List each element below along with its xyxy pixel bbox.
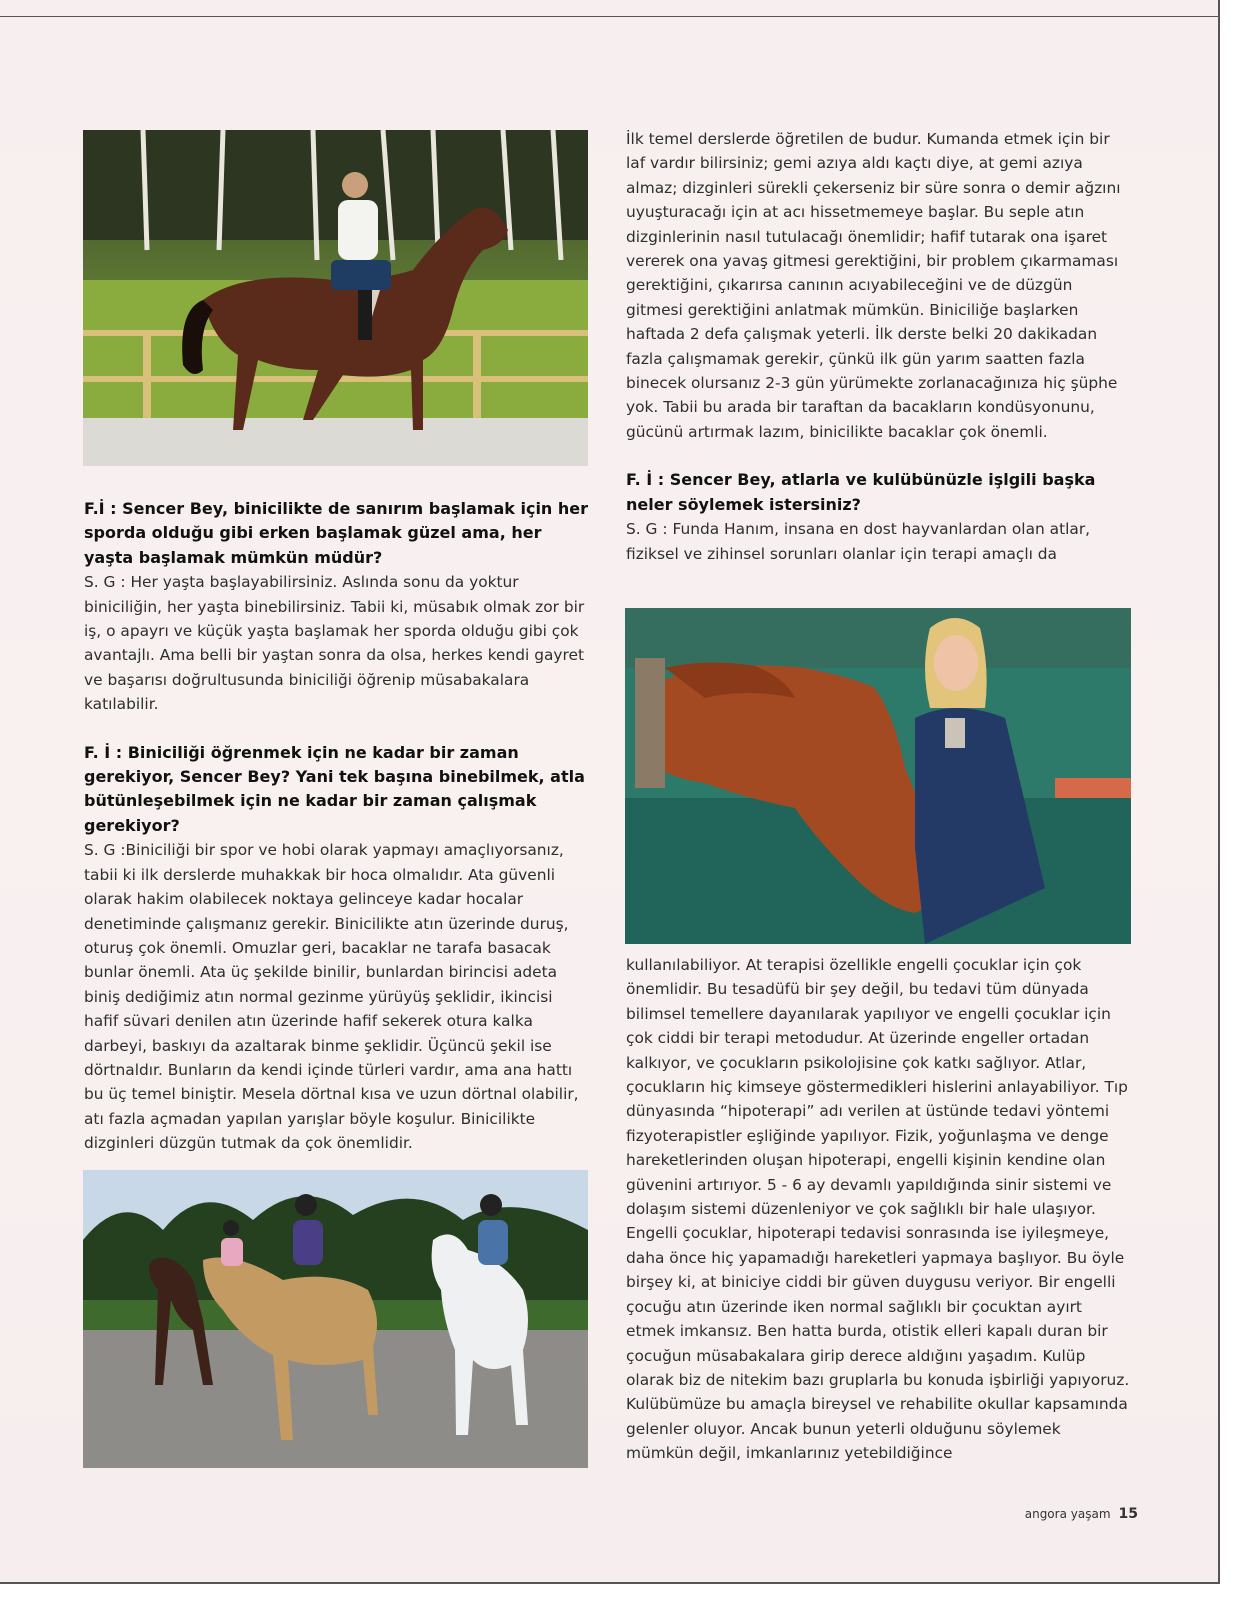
answer-1: S. G : Her yaşta başlayabilirsiniz. Aslında sonu da yoktur biniciliğin, her yaşta binebilirsiniz. Tabii ki, müsabık olmak zor bir iş, o apayrı ve küçük yaşta başlamak her sporda olduğu gibi çok avantajlı. Ama belli bir yaştan sonra da olsa, herkes kendi gayret ve başarısı doğrultusunda biniciliği öğrenip müsabakalara katılabilir. [84, 573, 585, 714]
question-1: F.İ : Sencer Bey, binicilikte de sanırım başlamak için her sporda olduğu gibi erken başlamak güzel ama, her yaşta başlamak mümkün müdür? [84, 499, 589, 567]
page-number: 15 [1118, 1506, 1138, 1522]
magazine-name: angora yaşam [1024, 1507, 1111, 1521]
top-rule [0, 16, 1219, 17]
answer-3-continued: kullanılabiliyor. At terapisi özellikle engelli çocuklar için çok önemlidir. Bu tesadüfü bir şey değil, bu tedavi tüm dünyada bilimsel temellere dayanılarak yapılıyor ve engelli çocuklar için çok ciddi bir terapi metodudur. At üzerinde engeller ortadan kalkıyor, ve çocukların psikolojisine çok katkı sağlıyor. Atlar, çocukların hiç kimseye göstermedikleri hislerini anlayabiliyor. Tıp dünyasında “hipoterapi” adı verilen at üstünde tedavi yöntemi fizyoterapistler eşliğinde yapılıyor. Fizik, yoğunlaşma ve denge hareketlerinden oluşan hipoterapi, engelli kişinin kendine olan güvenini artırıyor. 5 - 6 ay devamlı yapıldığında sinir sistemi ve dolaşım sistemi düzenleniyor ve çok sağlıklı bir hale ulaşıyor. Engelli çocuklar, hipoterapi tedavisi sonrasında ise iyileşmeye, daha önce hiç yapamadığı hareketleri yapmaya başlıyor. Bu öyle birşey ki, at biniciye ciddi bir güven duygusu veriyor. Bir engelli çocuğu atın üzerinde iken normal sağlıklı bir çocuktan ayırt etmek imkansız. Ben hatta burda, otistik elleri kapalı duran bir çocuğun müsabakalara girip derece aldığını yaşadım. Kulüp olarak biz de nitekim bazı gruplarla bu konuda işbirliği yapıyoruz. Kulübümüze bu amaçla bireysel ve rehabilite okullar kapsamında gelenler oluyor. Ancak bunun yeterli olduğunu söylemek mümkün değil, imkanlarınız yetebildiğince [626, 956, 1130, 1463]
question-2: F. İ : Biniciliği öğrenmek için ne kadar bir zaman gerekiyor, Sencer Bey? Yani tek başına binebilmek, atla bütünleşebilmek için ne kadar bir zaman çalışmak gerekiyor? [84, 742, 585, 835]
question-3: F. İ : Sencer Bey, atlarla ve kulübünüzle işlgili başka neler söylemek istersiniz? [626, 470, 1096, 514]
right-column-bottom [626, 953, 1132, 1466]
left-column [84, 497, 590, 1156]
photo-children-riding [83, 1170, 588, 1468]
photo-rider-on-horse [83, 130, 588, 466]
continued-paragraph: İlk temel derslerde öğretilen de budur. Kumanda etmek için bir laf vardır bilirsiniz; gemi azıya aldı kaçtı diye, at gemi azıya almaz; dizginleri sürekli çekerseniz bir süre sonra o demir ağzını uyuşturacağı için at acı hissetmemeye başlar. Bu seple atın dizginlerinin nasıl tutulacağı önemlidir; hafif tutarak ona işaret vererek ona yavaş gitmesi gerektiğini, bir problem çıkarmaması gerektiğini, çıkarırsa canının acıyabileceğini ve de düzgün gitmesi gerektiğini anlatmak mümkün. Biniciliğe başlarken haftada 2 defa çalışmak yeterli. İlk derste belki 20 dakikadan fazla çalışmamak gerekir, çünkü ilk gün yarım saatten fazla binecek olursanız 2-3 gün yürümekte zorlanacağınıza hiç şüphe yok. Tabii bu arada bir taraftan da bacakların kondüsyonunu, gücünü artırmak lazım, binicilikte bacaklar çok önemli. [626, 130, 1121, 441]
answer-3-start: S. G : Funda Hanım, insana en dost hayvanlardan olan atlar, fiziksel ve zihinsel sorunları olanlar için terapi amaçlı da [626, 520, 1091, 563]
page-footer [1025, 1506, 1138, 1522]
answer-2: S. G :Biniciliği bir spor ve hobi olarak yapmayı amaçlıyorsanız, tabii ki ilk derslerde muhakkak bir hoca olmalıdır. Ata güvenli olarak hakim olabilecek noktaya gelinceye kadar hocalar denetiminde çalışmanız gerekir. Binicilikte atın üzerinde duruş, oturuş çok önemli. Omuzlar geri, bacaklar ne tarafa basacak bunlar önemli. Ata üç şekilde binilir, bunlardan birincisi adeta biniş dediğimiz atın normal gezinme yürüyüş şeklidir, ikincisi hafif süvari denilen atın üzerinde hafif sekerek otura kalka darbeyi, baskıyı da azaltarak binme şeklidir. Üçüncü şekil ise dörtnaldır. Bunların da kendi içinde türleri vardır, ama ana hattı bu üç temel biniştir. Mesela dörtnal kısa ve uzun dörtnal olabilir, atı fazla açmadan yapılan yarışlar böyle koşulur. Binicilikte dizginleri düzgün tutmak da çok önemlidir. [84, 841, 579, 1153]
right-column-top [626, 127, 1132, 566]
photo-woman-with-horse [625, 608, 1131, 944]
